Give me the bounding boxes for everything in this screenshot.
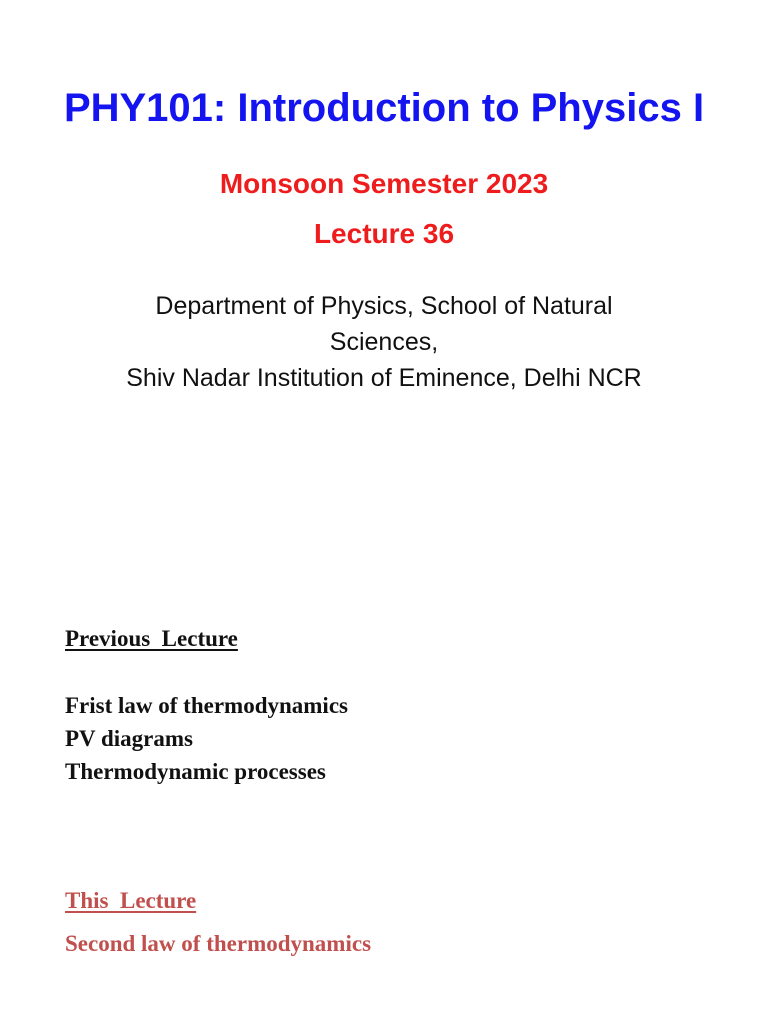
lecture-number: Lecture 36 [313,218,455,249]
previous-lecture-topics [65,689,348,788]
affiliation-line: Sciences, [329,328,439,356]
affiliation-line: Shiv Nadar Institution of Eminence, Delhi NCR [126,364,642,392]
affiliation-block [0,288,768,396]
topic-item: PV diagrams [65,726,193,751]
affiliation-line: Department of Physics, School of Natural [155,292,613,320]
previous-lecture-heading: Previous Lecture [65,626,238,651]
topic-item: Frist law of thermodynamics [65,693,348,718]
this-lecture-topic: Second law of thermodynamics [65,931,372,956]
semester-label: Monsoon Semester 2023 [219,168,549,199]
topic-item: Thermodynamic processes [65,759,326,784]
course-title: PHY101: Introduction to Physics I [63,86,705,130]
this-lecture-heading: This Lecture [65,888,197,913]
